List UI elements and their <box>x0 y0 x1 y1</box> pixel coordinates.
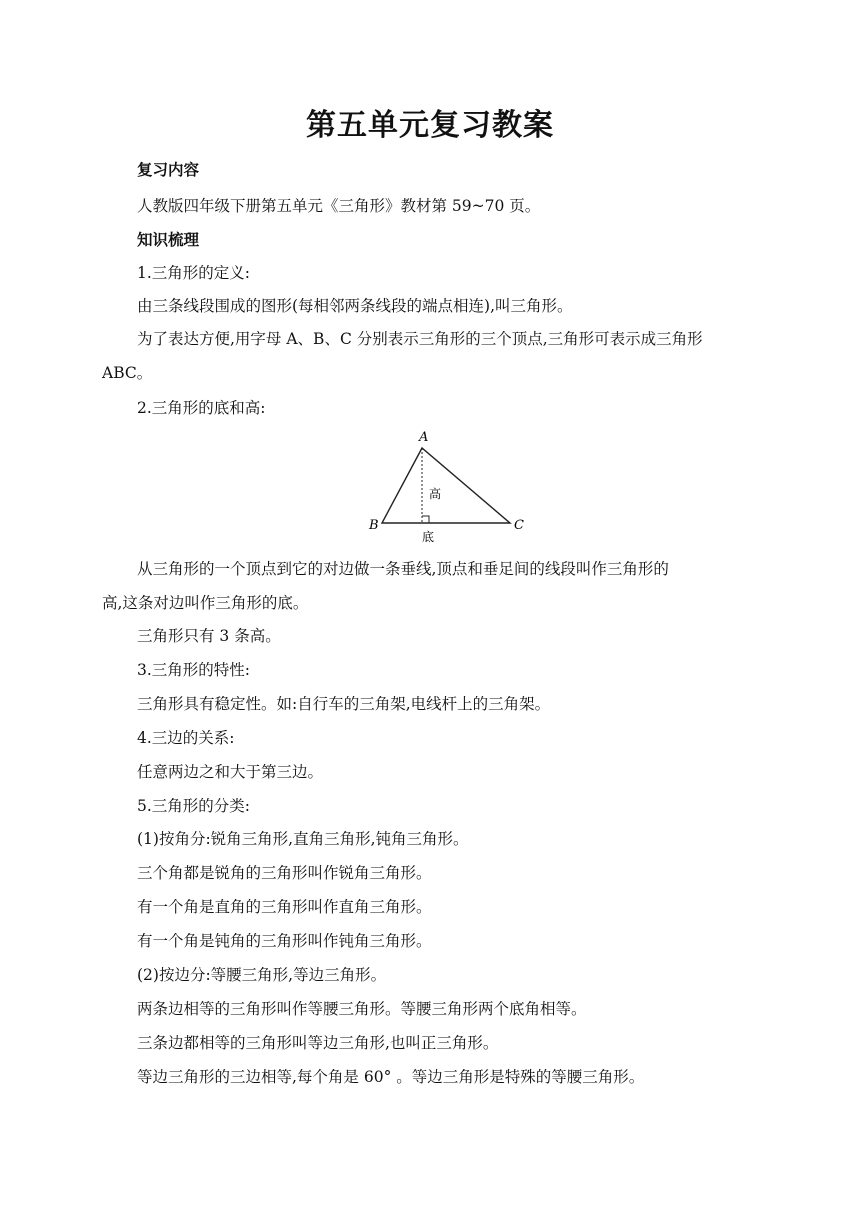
triangle-figure <box>362 424 532 546</box>
height-count-text: 三角形只有 3 条高。 <box>137 627 281 645</box>
vertex-c-label: C <box>514 518 524 533</box>
definition-text: 由三条线段围成的图形(每相邻两条线段的端点相连),叫三角形。 <box>137 297 573 315</box>
height-label: 高 <box>429 487 442 501</box>
vertex-a-label: A <box>419 430 429 445</box>
property-text: 三角形具有稳定性。如:自行车的三角架,电线杆上的三角架。 <box>137 695 551 713</box>
page-title: 第五单元复习教案 <box>306 108 554 143</box>
by-side-text: (2)按边分:等腰三角形,等边三角形。 <box>137 966 387 984</box>
section-heading-knowledge: 知识梳理 <box>137 231 200 249</box>
review-text: 人教版四年级下册第五单元《三角形》教材第 59~70 页。 <box>137 197 541 215</box>
equilateral-definition: 三条边都相等的三角形叫等边三角形,也叫正三角形。 <box>137 1034 499 1052</box>
property-heading: 3.三角形的特性: <box>137 661 251 679</box>
obtuse-definition: 有一个角是钝角的三角形叫作钝角三角形。 <box>137 932 432 950</box>
vertex-b-label: B <box>369 518 379 533</box>
by-angle-text: (1)按角分:锐角三角形,直角三角形,钝角三角形。 <box>137 830 469 848</box>
triangle-shape <box>382 448 510 523</box>
right-angle-marker <box>422 516 429 523</box>
height-definition-line1: 从三角形的一个顶点到它的对边做一条垂线,顶点和垂足间的线段叫作三角形的 <box>137 560 669 578</box>
equilateral-property: 等边三角形的三边相等,每个角是 60° 。等边三角形是特殊的等腰三角形。 <box>137 1068 645 1086</box>
classification-heading: 5.三角形的分类: <box>137 797 251 815</box>
isosceles-definition: 两条边相等的三角形叫作等腰三角形。等腰三角形两个底角相等。 <box>137 1000 587 1018</box>
notation-text-line1: 为了表达方便,用字母 A、B、C 分别表示三角形的三个顶点,三角形可表示成三角形 <box>137 330 703 348</box>
right-definition: 有一个角是直角的三角形叫作直角三角形。 <box>137 898 432 916</box>
notation-text-line2: ABC。 <box>102 364 153 382</box>
height-definition-line2: 高,这条对边叫作三角形的底。 <box>102 594 309 612</box>
sides-text: 任意两边之和大于第三边。 <box>137 763 324 781</box>
acute-definition: 三个角都是锐角的三角形叫作锐角三角形。 <box>137 864 432 882</box>
base-height-heading: 2.三角形的底和高: <box>137 399 266 417</box>
base-label: 底 <box>422 530 435 544</box>
definition-heading: 1.三角形的定义: <box>137 264 251 282</box>
sides-heading: 4.三边的关系: <box>137 729 235 747</box>
section-heading-review: 复习内容 <box>137 161 200 179</box>
